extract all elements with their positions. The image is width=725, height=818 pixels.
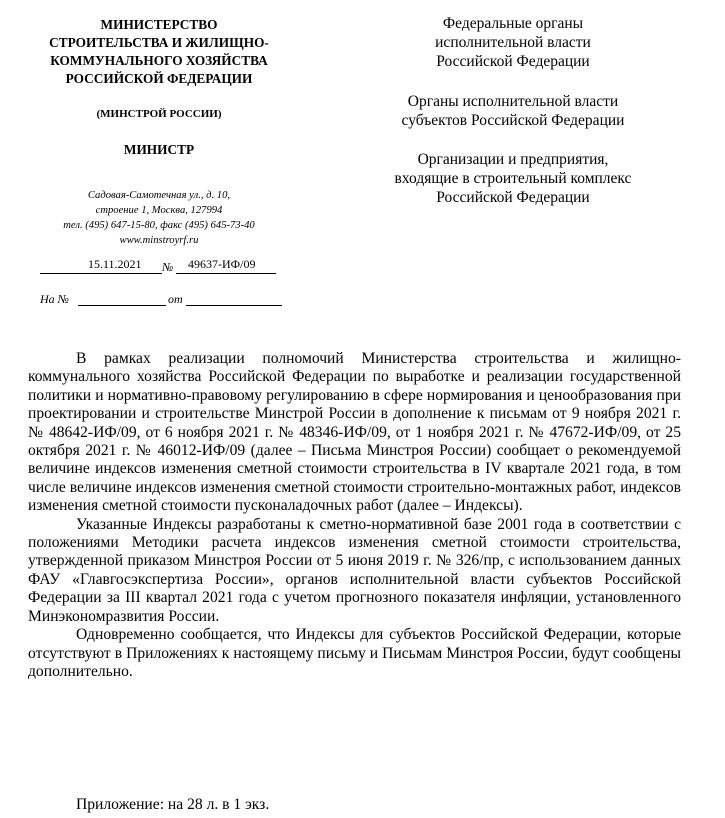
recipient-line: Федеральные органы: [442, 15, 584, 32]
reply-number-underline: [78, 305, 166, 306]
recipient-line: Российской Федерации: [436, 53, 590, 70]
in-reply-number-label: На №: [40, 292, 69, 306]
recipient-block: [322, 14, 704, 71]
in-reply-date-label: от: [168, 292, 183, 306]
date-underline: [40, 273, 162, 274]
body-paragraph: Указанные Индексы разработаны к сметно-нормативной базе 2001 года в соответствии с положениями Методики расчета индексов изменения сметной стоимости строительства, утвержденной приказом Минстроя России от 5 июня 2019 г. № 326/пр, с использованием данных ФАУ «Главгосэкспертиза России», органов исполнительной власти субъектов Российской Федерации за III квартал 2021 года с учетом прогнозного показателя инфляции, установленного Минэкономразвития России.: [28, 515, 681, 625]
ministry-line: СТРОИТЕЛЬСТВА И ЖИЛИЩНО-: [49, 35, 269, 50]
reply-date-underline: [186, 305, 282, 306]
address-line: тел. (495) 647-15-80, факс (495) 645-73-40: [63, 220, 255, 231]
recipient-line: Организации и предприятия,: [417, 151, 609, 168]
recipient-block: [322, 150, 704, 207]
in-reply-row: [40, 291, 282, 309]
ministry-short-name: (МИНСТРОЙ РОССИИ): [96, 108, 222, 120]
recipient-line: субъектов Российской Федерации: [401, 112, 625, 129]
ministry-line: КОММУНАЛЬНОГО ХОЗЯЙСТВА: [50, 53, 268, 68]
ministry-line: МИНИСТЕРСТВО: [100, 17, 218, 32]
signatory-title: МИНИСТР: [123, 142, 195, 157]
recipient-line: Российской Федерации: [436, 189, 590, 206]
body-paragraph: Одновременно сообщается, что Индексы для субъектов Российской Федерации, которые отсутствуют в Приложениях к настоящему письму и Письмам Минстроя России, будут сообщены дополнительно.: [28, 626, 681, 680]
registration-number: 49637-ИФ/09: [188, 257, 256, 271]
recipient-line: Органы исполнительной власти: [407, 93, 619, 110]
recipient-line: исполнительной власти: [435, 34, 591, 51]
address-line: строение 1, Москва, 127994: [95, 205, 223, 216]
letter-body: [28, 350, 681, 681]
address-line: Садовая-Самотечная ул., д. 10,: [87, 190, 231, 201]
number-underline: [176, 273, 276, 274]
recipient-block: [322, 92, 704, 130]
recipient-line: входящие в строительный комплекс: [394, 170, 632, 187]
ministry-line: РОССИЙСКОЙ ФЕДЕРАЦИИ: [65, 71, 253, 86]
body-paragraph: В рамках реализации полномочий Министерства строительства и жилищно-коммунального хозяйства Российской Федерации по выработке и реализации государственной политики и нормативно-правовому регулированию в сфере нормирования и ценообразования при проектировании и строительстве Минстрой России в дополнение к письмам от 9 ноября 2021 г. № 48642-ИФ/09, от 6 ноября 2021 г. № 48346-ИФ/09, от 1 ноября 2021 г. № 47672-ИФ/09, от 25 октября 2021 г. № 46012-ИФ/09 (далее – Письма Минстроя России) сообщает о рекомендуемой величине индексов изменения сметной стоимости строительства в IV квартале 2021 года, в том числе величине индексов изменения сметной стоимости строительно-монтажных работ, индексов изменения сметной стоимости пусконаладочных работ (далее – Индексы).: [28, 350, 681, 515]
address-line: www.minstroyrf.ru: [119, 235, 199, 246]
registration-date: 15.11.2021: [88, 257, 142, 271]
attachment-note: Приложение: на 28 л. в 1 экз.: [76, 796, 270, 813]
ministry-name: [28, 16, 290, 88]
ministry-address: [28, 188, 290, 248]
registration-row: [40, 256, 276, 276]
registration-number-label: №: [162, 260, 174, 274]
